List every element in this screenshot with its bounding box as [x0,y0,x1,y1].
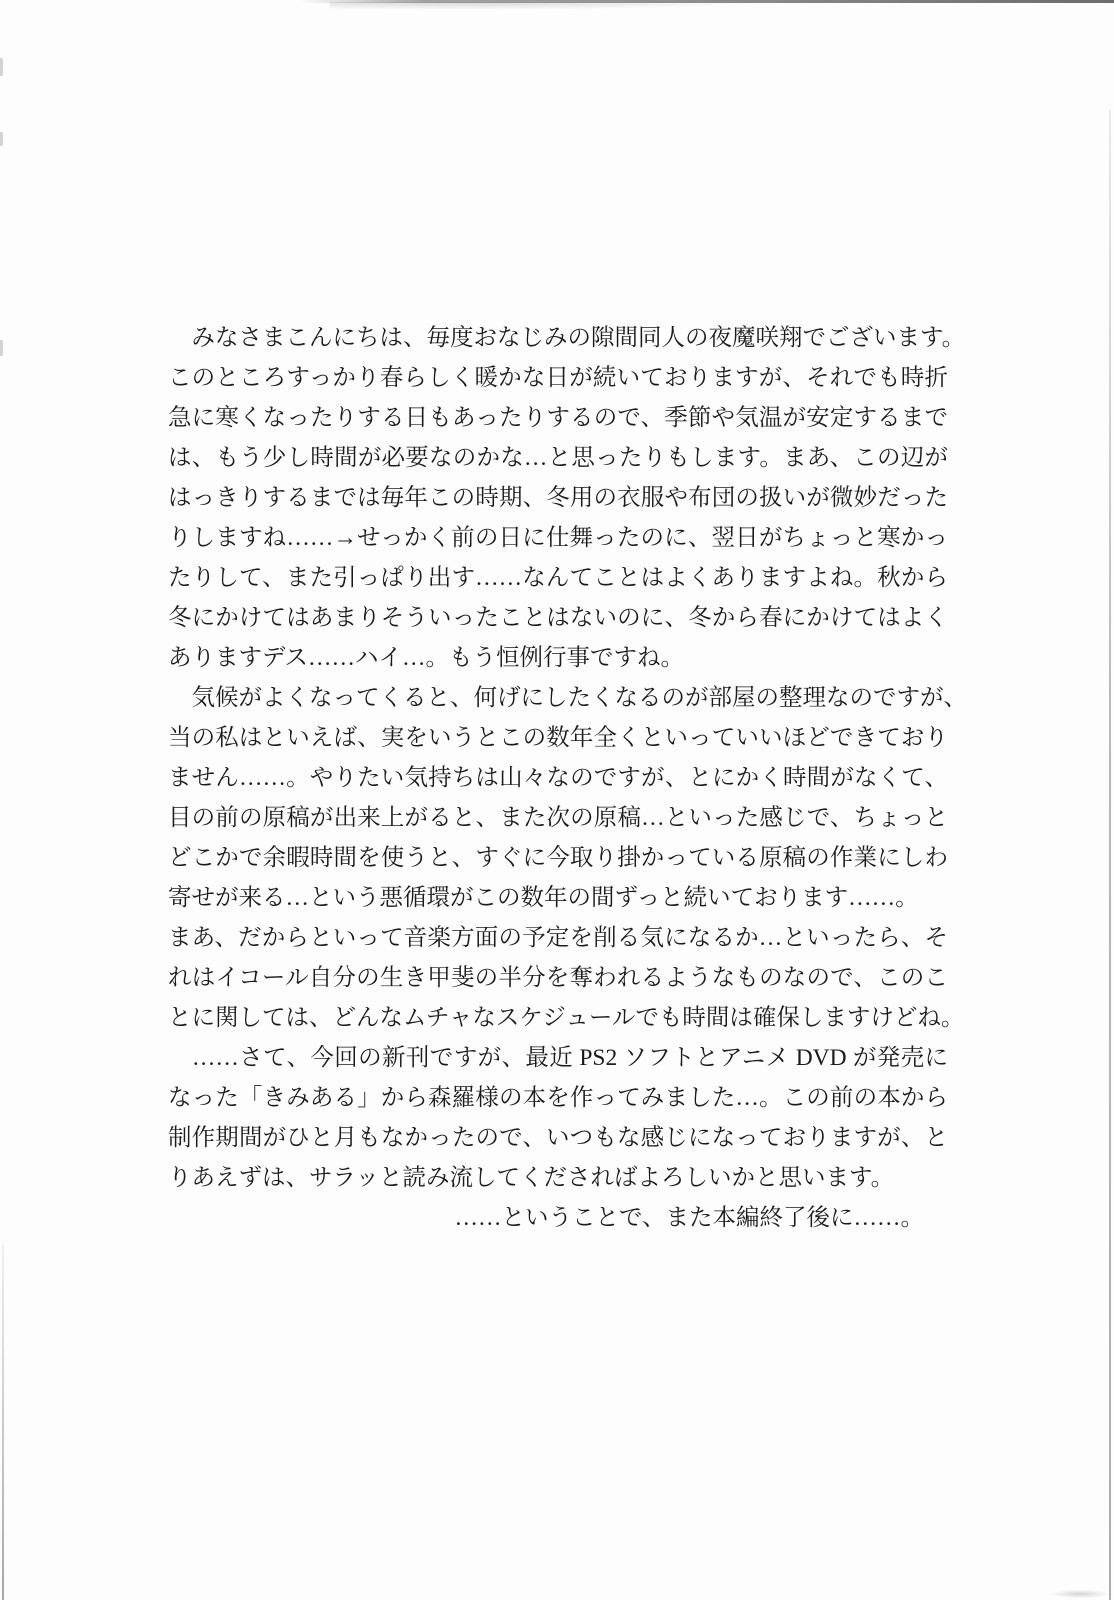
text-line: 急に寒くなったりする日もあったりするので、季節や気温が安定するまで [168,405,948,431]
text-line: は、もう少し時間が必要なのかな…と思ったりもします。まあ、この辺が [168,445,948,471]
text-line: ません……。やりたい気持ちは山々なのですが、とにかく時間がなくて、 [168,765,948,791]
text-line: たりして、また引っぱり出す……なんてことはよくありますよね。秋から [168,565,948,591]
text-line: りあえずは、サラッと読み流してくださればよろしいかと思います。 [168,1165,895,1191]
text-line: なった「きみある」から森羅様の本を作ってみました…。この前の本から [168,1085,948,1111]
text-line: ……さて、今回の新刊ですが、最近 PS2 ソフトとアニメ DVD が発売に [168,1045,948,1071]
scan-artifact-left-mark [0,340,3,356]
text-line: りしますね……→せっかく前の日に仕舞ったのに、翌日がちょっと寒かっ [168,525,948,551]
text-line: れはイコール自分の生き甲斐の半分を奪われるようなものなので、このこ [168,965,948,991]
scan-artifact-right-edge [1109,110,1111,1600]
text-line: 目の前の原稿が出来上がると、また次の原稿…といった感じで、ちょっと [168,805,948,831]
scan-artifact-corner-smudge [1052,1590,1108,1598]
text-line: まあ、だからといって音楽方面の予定を削る気になるか…といったら、そ [168,925,948,951]
scan-artifact-top-smudge [330,2,760,10]
text-line: 寄せが来る…という悪循環がこの数年の間ずっと続いております……。 [168,885,919,911]
scan-artifact-left-edge [2,1245,4,1600]
text-line: ありますデス……ハイ…。もう恒例行事ですね。 [168,645,685,671]
text-line: どこかで余暇時間を使うと、すぐに今取り掛かっている原稿の作業にしわ [168,845,948,871]
text-line: みなさまこんにちは、毎度おなじみの隙間同人の夜魔咲翔でございます。 [168,325,966,351]
text-line-closing: ……ということで、また本編終了後に……。 [454,1205,924,1231]
scan-artifact-left-mark [0,58,3,76]
text-line: 当の私はといえば、実をいうとこの数年全くといっていいほどできており [168,725,948,751]
afterword-text-block [168,318,967,1238]
scan-artifact-left-mark [0,132,3,146]
text-line: 制作期間がひと月もなかったので、いつもな感じになっておりますが、と [168,1125,948,1151]
text-line: とに関しては、どんなムチャなスケジュールでも時間は確保しますけどね。 [168,1005,965,1031]
text-line: はっきりするまでは毎年この時期、冬用の衣服や布団の扱いが微妙だった [168,485,948,511]
text-line: このところすっかり春らしく暖かな日が続いておりますが、それでも時折 [168,365,948,391]
text-line: 冬にかけてはあまりそういったことはないのに、冬から春にかけてはよく [168,605,948,631]
text-line: 気候がよくなってくると、何げにしたくなるのが部屋の整理なのですが、 [168,685,967,711]
